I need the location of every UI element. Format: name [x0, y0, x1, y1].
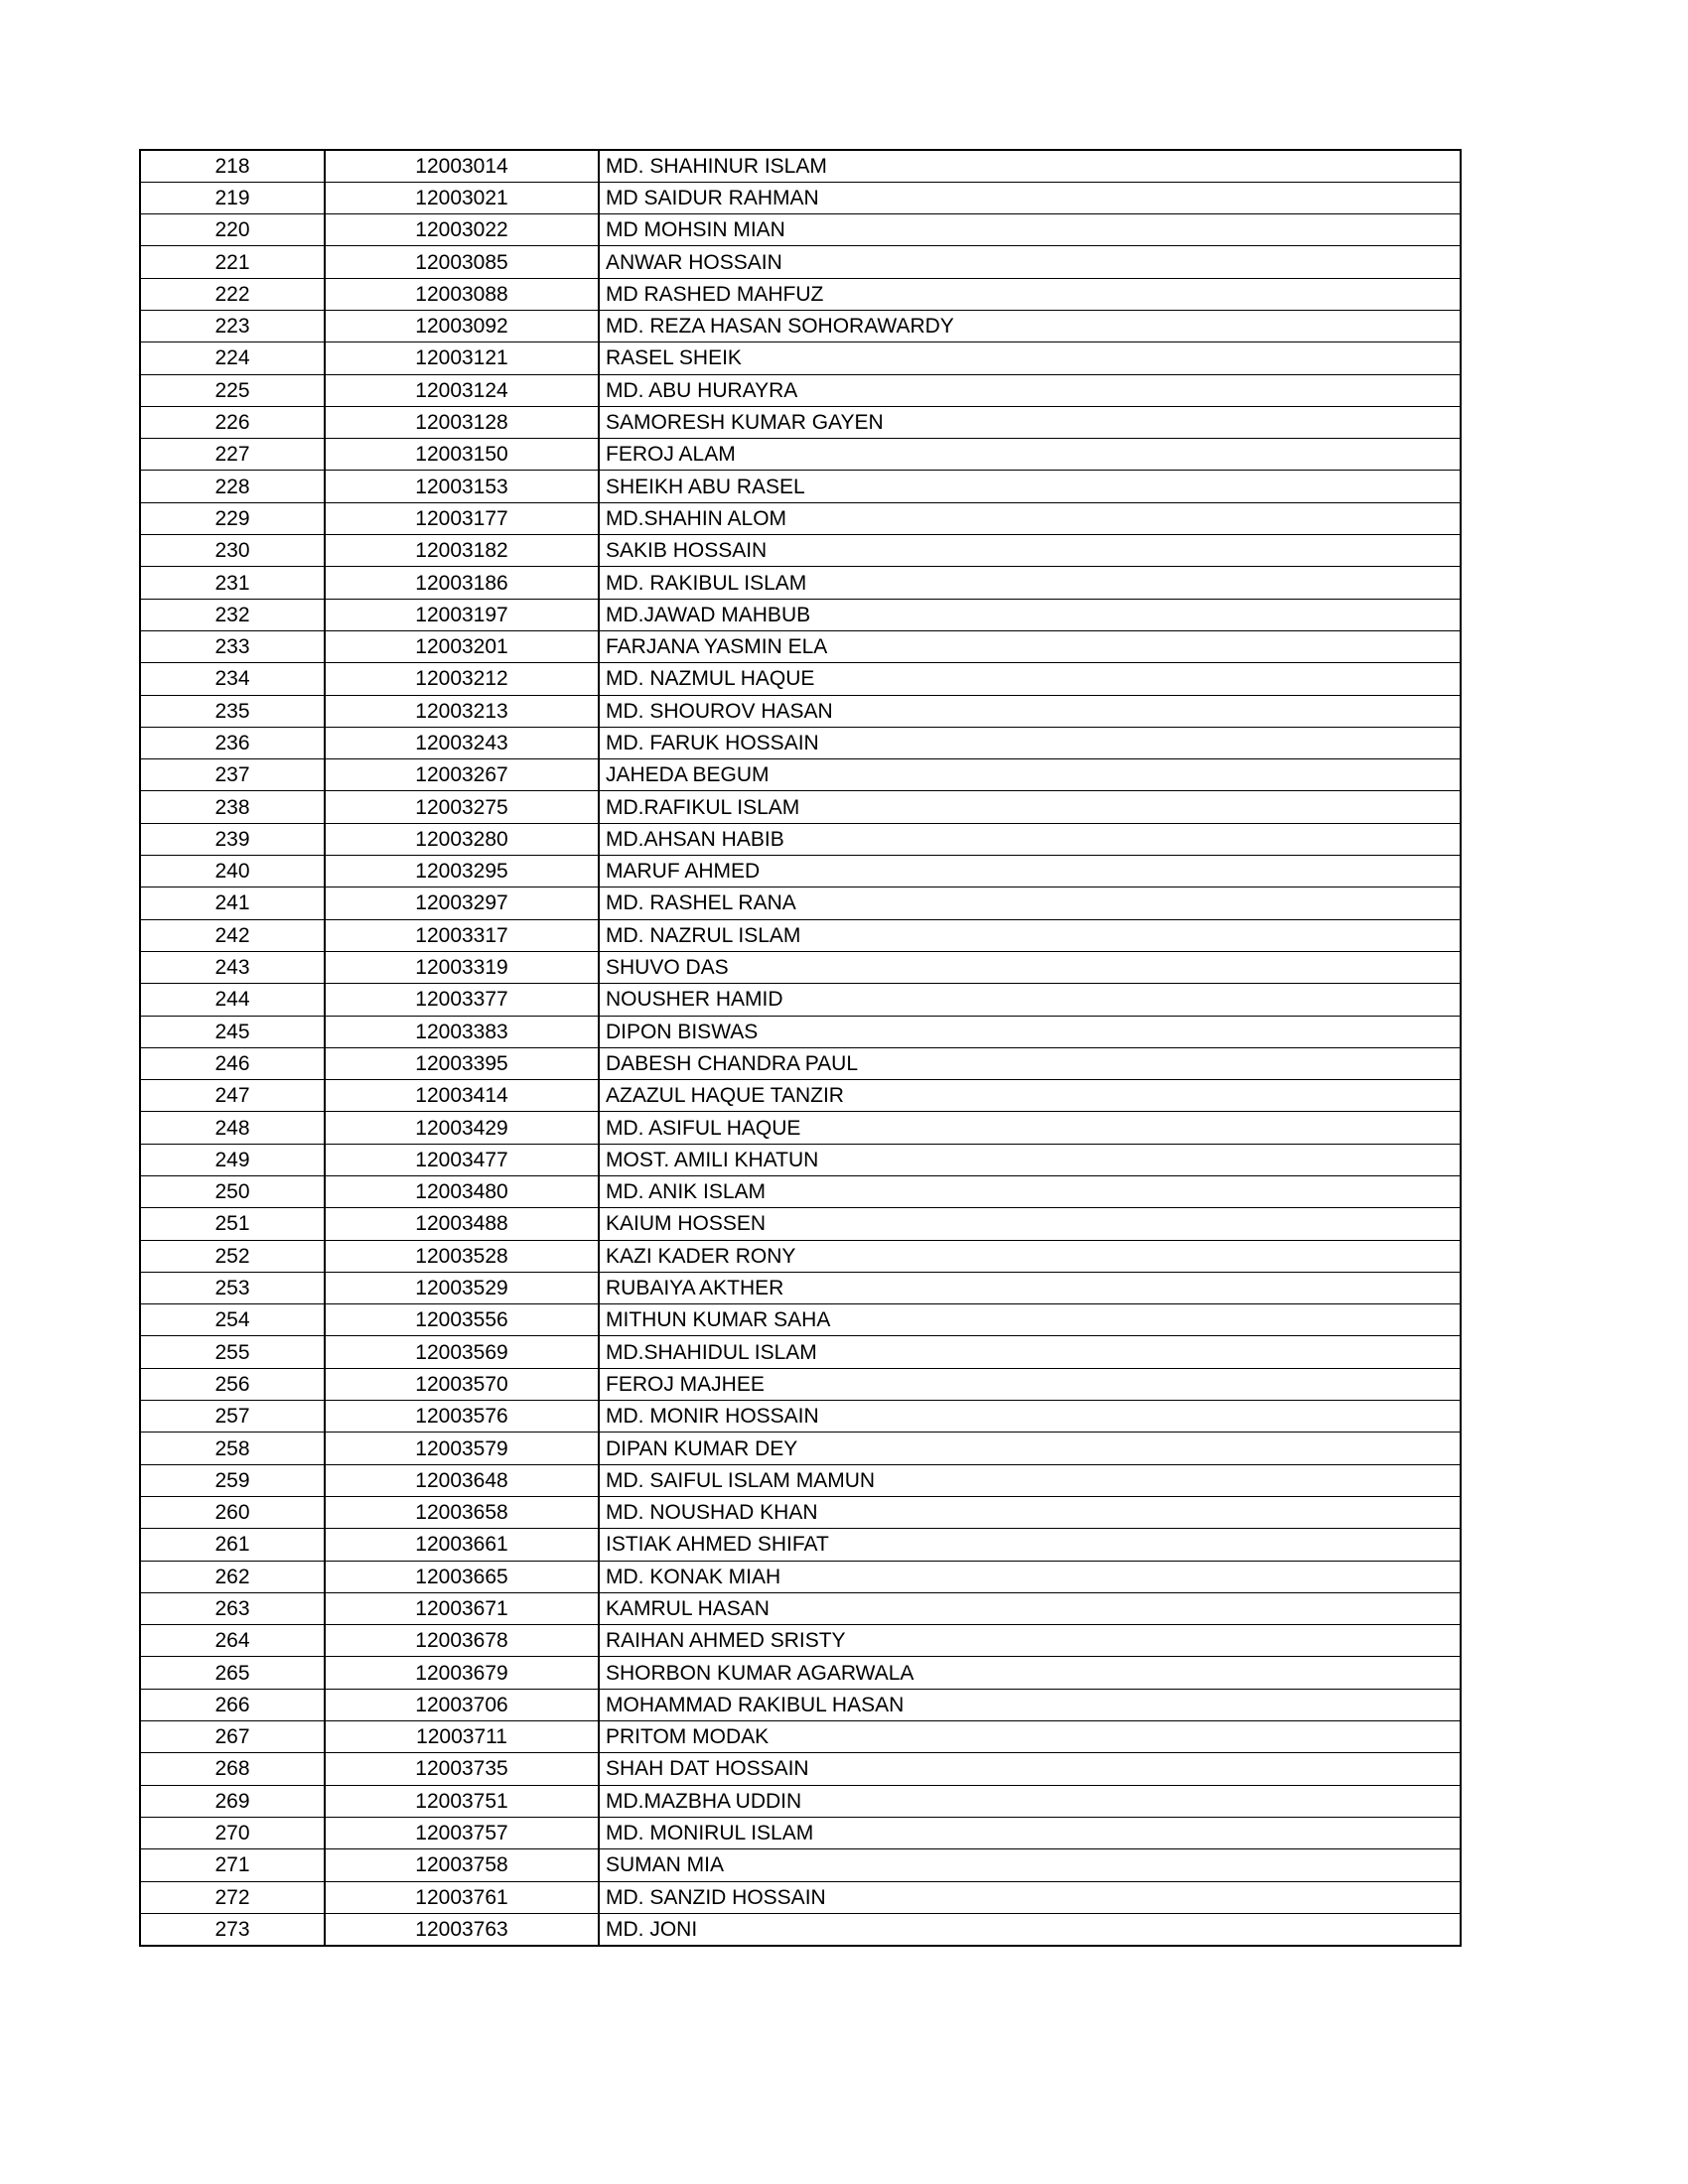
- serial-number-cell: 268: [140, 1753, 325, 1785]
- serial-number-cell: 225: [140, 374, 325, 406]
- candidate-name-cell: ISTIAK AHMED SHIFAT: [599, 1529, 1461, 1561]
- roll-number-cell: 12003295: [325, 856, 599, 887]
- roll-number-cell: 12003088: [325, 278, 599, 310]
- candidate-name-cell: MOST. AMILI KHATUN: [599, 1144, 1461, 1175]
- candidate-name-cell: MITHUN KUMAR SAHA: [599, 1304, 1461, 1336]
- table-row: [140, 1401, 1461, 1433]
- roll-number-cell: 12003201: [325, 630, 599, 662]
- roll-number-cell: 12003150: [325, 439, 599, 471]
- roll-number-cell: 12003556: [325, 1304, 599, 1336]
- serial-number-cell: 233: [140, 630, 325, 662]
- table-row: [140, 1561, 1461, 1592]
- roll-number-cell: 12003576: [325, 1401, 599, 1433]
- table-row: [140, 1368, 1461, 1400]
- serial-number-cell: 272: [140, 1881, 325, 1913]
- serial-number-cell: 265: [140, 1657, 325, 1689]
- table-row: [140, 406, 1461, 438]
- serial-number-cell: 237: [140, 759, 325, 791]
- table-row: [140, 1881, 1461, 1913]
- serial-number-cell: 228: [140, 471, 325, 502]
- candidate-name-cell: MD. SHOUROV HASAN: [599, 695, 1461, 727]
- table-row: [140, 1785, 1461, 1817]
- roll-number-cell: 12003671: [325, 1592, 599, 1624]
- roll-number-cell: 12003763: [325, 1913, 599, 1945]
- table-row: [140, 1176, 1461, 1208]
- table-row: [140, 278, 1461, 310]
- candidate-name-cell: MD. MONIRUL ISLAM: [599, 1817, 1461, 1848]
- candidate-name-cell: MD.AHSAN HABIB: [599, 823, 1461, 855]
- roll-number-cell: 12003021: [325, 182, 599, 213]
- serial-number-cell: 253: [140, 1272, 325, 1303]
- roll-number-cell: 12003678: [325, 1625, 599, 1657]
- candidate-list-table: [139, 149, 1462, 1947]
- serial-number-cell: 246: [140, 1047, 325, 1079]
- table-row: [140, 1304, 1461, 1336]
- candidate-name-cell: MD. RASHEL RANA: [599, 887, 1461, 919]
- table-row: [140, 1112, 1461, 1144]
- table-row: [140, 1913, 1461, 1945]
- serial-number-cell: 229: [140, 502, 325, 534]
- serial-number-cell: 254: [140, 1304, 325, 1336]
- serial-number-cell: 256: [140, 1368, 325, 1400]
- roll-number-cell: 12003092: [325, 310, 599, 341]
- table-row: [140, 214, 1461, 246]
- table-row: [140, 630, 1461, 662]
- candidate-name-cell: MD. RAKIBUL ISLAM: [599, 567, 1461, 599]
- candidate-name-cell: MARUF AHMED: [599, 856, 1461, 887]
- table-row: [140, 1689, 1461, 1720]
- roll-number-cell: 12003758: [325, 1849, 599, 1881]
- table-row: [140, 887, 1461, 919]
- candidate-name-cell: MD SAIDUR RAHMAN: [599, 182, 1461, 213]
- table-row: [140, 471, 1461, 502]
- candidate-name-cell: MD. SANZID HOSSAIN: [599, 1881, 1461, 1913]
- serial-number-cell: 250: [140, 1176, 325, 1208]
- serial-number-cell: 219: [140, 182, 325, 213]
- roll-number-cell: 12003570: [325, 1368, 599, 1400]
- serial-number-cell: 240: [140, 856, 325, 887]
- roll-number-cell: 12003186: [325, 567, 599, 599]
- table-row: [140, 567, 1461, 599]
- roll-number-cell: 12003377: [325, 984, 599, 1016]
- serial-number-cell: 231: [140, 567, 325, 599]
- candidate-name-cell: RASEL SHEIK: [599, 342, 1461, 374]
- table-row: [140, 984, 1461, 1016]
- roll-number-cell: 12003528: [325, 1240, 599, 1272]
- candidate-name-cell: MD. NAZMUL HAQUE: [599, 663, 1461, 695]
- table-row: [140, 502, 1461, 534]
- table-row: [140, 1464, 1461, 1496]
- serial-number-cell: 264: [140, 1625, 325, 1657]
- candidate-name-cell: SHUVO DAS: [599, 951, 1461, 983]
- candidate-name-cell: MD.MAZBHA UDDIN: [599, 1785, 1461, 1817]
- roll-number-cell: 12003735: [325, 1753, 599, 1785]
- candidate-name-cell: MD.JAWAD MAHBUB: [599, 599, 1461, 630]
- serial-number-cell: 271: [140, 1849, 325, 1881]
- candidate-name-cell: DIPAN KUMAR DEY: [599, 1433, 1461, 1464]
- serial-number-cell: 248: [140, 1112, 325, 1144]
- serial-number-cell: 222: [140, 278, 325, 310]
- serial-number-cell: 273: [140, 1913, 325, 1945]
- candidate-name-cell: SAMORESH KUMAR GAYEN: [599, 406, 1461, 438]
- serial-number-cell: 260: [140, 1496, 325, 1528]
- serial-number-cell: 221: [140, 246, 325, 278]
- serial-number-cell: 242: [140, 919, 325, 951]
- serial-number-cell: 238: [140, 791, 325, 823]
- roll-number-cell: 12003395: [325, 1047, 599, 1079]
- candidate-name-cell: RAIHAN AHMED SRISTY: [599, 1625, 1461, 1657]
- serial-number-cell: 224: [140, 342, 325, 374]
- table-row: [140, 1849, 1461, 1881]
- table-row: [140, 150, 1461, 182]
- serial-number-cell: 239: [140, 823, 325, 855]
- roll-number-cell: 12003121: [325, 342, 599, 374]
- roll-number-cell: 12003297: [325, 887, 599, 919]
- roll-number-cell: 12003212: [325, 663, 599, 695]
- serial-number-cell: 220: [140, 214, 325, 246]
- candidate-name-cell: SHAH DAT HOSSAIN: [599, 1753, 1461, 1785]
- serial-number-cell: 252: [140, 1240, 325, 1272]
- roll-number-cell: 12003267: [325, 759, 599, 791]
- table-row: [140, 791, 1461, 823]
- serial-number-cell: 230: [140, 535, 325, 567]
- candidate-name-cell: KAMRUL HASAN: [599, 1592, 1461, 1624]
- candidate-name-cell: FEROJ MAJHEE: [599, 1368, 1461, 1400]
- roll-number-cell: 12003480: [325, 1176, 599, 1208]
- table-row: [140, 856, 1461, 887]
- table-row: [140, 342, 1461, 374]
- candidate-name-cell: MD. KONAK MIAH: [599, 1561, 1461, 1592]
- table-row: [140, 246, 1461, 278]
- roll-number-cell: 12003711: [325, 1721, 599, 1753]
- table-row: [140, 1529, 1461, 1561]
- candidate-name-cell: KAIUM HOSSEN: [599, 1208, 1461, 1240]
- candidate-name-cell: MD. FARUK HOSSAIN: [599, 727, 1461, 758]
- roll-number-cell: 12003529: [325, 1272, 599, 1303]
- table-row: [140, 1592, 1461, 1624]
- candidate-name-cell: MD. SAIFUL ISLAM MAMUN: [599, 1464, 1461, 1496]
- table-row: [140, 1657, 1461, 1689]
- roll-number-cell: 12003085: [325, 246, 599, 278]
- table-row: [140, 599, 1461, 630]
- candidate-name-cell: PRITOM MODAK: [599, 1721, 1461, 1753]
- candidate-name-cell: MD.SHAHIN ALOM: [599, 502, 1461, 534]
- table-row: [140, 695, 1461, 727]
- serial-number-cell: 234: [140, 663, 325, 695]
- roll-number-cell: 12003124: [325, 374, 599, 406]
- serial-number-cell: 249: [140, 1144, 325, 1175]
- table-row: [140, 823, 1461, 855]
- candidate-name-cell: MD. REZA HASAN SOHORAWARDY: [599, 310, 1461, 341]
- candidate-name-cell: MD. ABU HURAYRA: [599, 374, 1461, 406]
- table-row: [140, 1336, 1461, 1368]
- serial-number-cell: 257: [140, 1401, 325, 1433]
- table-row: [140, 1496, 1461, 1528]
- serial-number-cell: 251: [140, 1208, 325, 1240]
- roll-number-cell: 12003579: [325, 1433, 599, 1464]
- serial-number-cell: 232: [140, 599, 325, 630]
- candidate-name-cell: DIPON BISWAS: [599, 1016, 1461, 1047]
- serial-number-cell: 258: [140, 1433, 325, 1464]
- candidate-name-cell: FEROJ ALAM: [599, 439, 1461, 471]
- serial-number-cell: 227: [140, 439, 325, 471]
- table-row: [140, 1080, 1461, 1112]
- roll-number-cell: 12003197: [325, 599, 599, 630]
- roll-number-cell: 12003275: [325, 791, 599, 823]
- roll-number-cell: 12003661: [325, 1529, 599, 1561]
- serial-number-cell: 245: [140, 1016, 325, 1047]
- candidate-name-cell: FARJANA YASMIN ELA: [599, 630, 1461, 662]
- roll-number-cell: 12003761: [325, 1881, 599, 1913]
- candidate-name-cell: MD. SHAHINUR ISLAM: [599, 150, 1461, 182]
- candidate-name-cell: MD. NOUSHAD KHAN: [599, 1496, 1461, 1528]
- table-row: [140, 1144, 1461, 1175]
- serial-number-cell: 236: [140, 727, 325, 758]
- serial-number-cell: 241: [140, 887, 325, 919]
- serial-number-cell: 259: [140, 1464, 325, 1496]
- table-row: [140, 1016, 1461, 1047]
- roll-number-cell: 12003213: [325, 695, 599, 727]
- roll-number-cell: 12003757: [325, 1817, 599, 1848]
- roll-number-cell: 12003679: [325, 1657, 599, 1689]
- candidate-name-cell: MD.SHAHIDUL ISLAM: [599, 1336, 1461, 1368]
- candidate-name-cell: MD. ANIK ISLAM: [599, 1176, 1461, 1208]
- serial-number-cell: 223: [140, 310, 325, 341]
- candidate-name-cell: AZAZUL HAQUE TANZIR: [599, 1080, 1461, 1112]
- candidate-name-cell: SAKIB HOSSAIN: [599, 535, 1461, 567]
- table-row: [140, 1240, 1461, 1272]
- roll-number-cell: 12003488: [325, 1208, 599, 1240]
- roll-number-cell: 12003414: [325, 1080, 599, 1112]
- candidate-name-cell: JAHEDA BEGUM: [599, 759, 1461, 791]
- serial-number-cell: 267: [140, 1721, 325, 1753]
- roll-number-cell: 12003665: [325, 1561, 599, 1592]
- roll-number-cell: 12003014: [325, 150, 599, 182]
- table-row: [140, 663, 1461, 695]
- serial-number-cell: 270: [140, 1817, 325, 1848]
- serial-number-cell: 262: [140, 1561, 325, 1592]
- table-row: [140, 727, 1461, 758]
- roll-number-cell: 12003243: [325, 727, 599, 758]
- table-row: [140, 1753, 1461, 1785]
- candidate-name-cell: DABESH CHANDRA PAUL: [599, 1047, 1461, 1079]
- roll-number-cell: 12003648: [325, 1464, 599, 1496]
- candidate-name-cell: SUMAN MIA: [599, 1849, 1461, 1881]
- table-row: [140, 1272, 1461, 1303]
- roll-number-cell: 12003751: [325, 1785, 599, 1817]
- candidate-name-cell: MD. NAZRUL ISLAM: [599, 919, 1461, 951]
- candidate-name-cell: MD. ASIFUL HAQUE: [599, 1112, 1461, 1144]
- candidate-name-cell: MOHAMMAD RAKIBUL HASAN: [599, 1689, 1461, 1720]
- serial-number-cell: 261: [140, 1529, 325, 1561]
- roll-number-cell: 12003319: [325, 951, 599, 983]
- candidate-name-cell: MD RASHED MAHFUZ: [599, 278, 1461, 310]
- candidate-name-cell: NOUSHER HAMID: [599, 984, 1461, 1016]
- candidate-list-body: [140, 150, 1461, 1946]
- serial-number-cell: 243: [140, 951, 325, 983]
- candidate-name-cell: ANWAR HOSSAIN: [599, 246, 1461, 278]
- candidate-name-cell: SHORBON KUMAR AGARWALA: [599, 1657, 1461, 1689]
- serial-number-cell: 244: [140, 984, 325, 1016]
- serial-number-cell: 255: [140, 1336, 325, 1368]
- roll-number-cell: 12003706: [325, 1689, 599, 1720]
- candidate-name-cell: MD.RAFIKUL ISLAM: [599, 791, 1461, 823]
- roll-number-cell: 12003280: [325, 823, 599, 855]
- candidate-name-cell: MD. MONIR HOSSAIN: [599, 1401, 1461, 1433]
- candidate-name-cell: KAZI KADER RONY: [599, 1240, 1461, 1272]
- table-row: [140, 1721, 1461, 1753]
- table-row: [140, 1208, 1461, 1240]
- table-row: [140, 535, 1461, 567]
- roll-number-cell: 12003383: [325, 1016, 599, 1047]
- roll-number-cell: 12003317: [325, 919, 599, 951]
- table-row: [140, 439, 1461, 471]
- candidate-name-cell: SHEIKH ABU RASEL: [599, 471, 1461, 502]
- roll-number-cell: 12003477: [325, 1144, 599, 1175]
- serial-number-cell: 266: [140, 1689, 325, 1720]
- roll-number-cell: 12003153: [325, 471, 599, 502]
- table-row: [140, 1433, 1461, 1464]
- table-row: [140, 1625, 1461, 1657]
- roll-number-cell: 12003022: [325, 214, 599, 246]
- candidate-name-cell: MD MOHSIN MIAN: [599, 214, 1461, 246]
- roll-number-cell: 12003177: [325, 502, 599, 534]
- serial-number-cell: 263: [140, 1592, 325, 1624]
- table-row: [140, 1047, 1461, 1079]
- serial-number-cell: 269: [140, 1785, 325, 1817]
- serial-number-cell: 218: [140, 150, 325, 182]
- roll-number-cell: 12003429: [325, 1112, 599, 1144]
- table-row: [140, 759, 1461, 791]
- table-row: [140, 919, 1461, 951]
- serial-number-cell: 247: [140, 1080, 325, 1112]
- roll-number-cell: 12003569: [325, 1336, 599, 1368]
- table-row: [140, 1817, 1461, 1848]
- roll-number-cell: 12003128: [325, 406, 599, 438]
- roll-number-cell: 12003182: [325, 535, 599, 567]
- serial-number-cell: 226: [140, 406, 325, 438]
- roll-number-cell: 12003658: [325, 1496, 599, 1528]
- table-row: [140, 310, 1461, 341]
- table-row: [140, 951, 1461, 983]
- candidate-name-cell: RUBAIYA AKTHER: [599, 1272, 1461, 1303]
- candidate-name-cell: MD. JONI: [599, 1913, 1461, 1945]
- table-row: [140, 374, 1461, 406]
- serial-number-cell: 235: [140, 695, 325, 727]
- table-row: [140, 182, 1461, 213]
